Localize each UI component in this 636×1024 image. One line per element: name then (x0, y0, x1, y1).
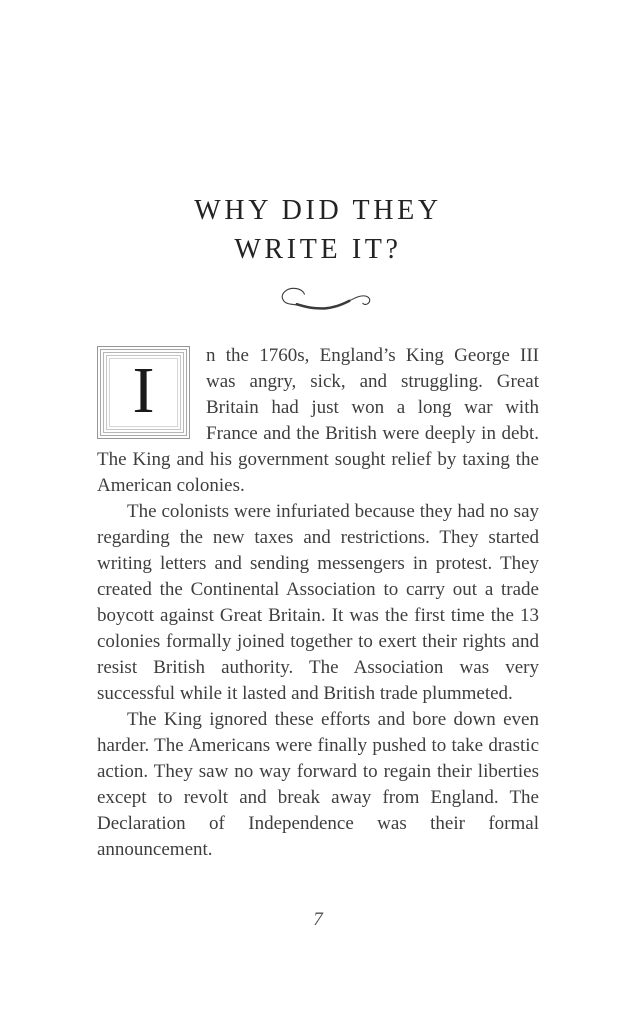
paragraph-1 (97, 343, 539, 499)
paragraph-2: The colonists were infuriated because they had no say regarding the new taxes and restrictions. They started writing letters and sending messengers in protest. They created the Continental Association to carry out a trade boycott against Great Britain. It was the first time the 13 colonies formally joined together to exert their rights and resist British authority. The Association was very successful while it lasted and British trade plummeted. (97, 501, 539, 705)
paragraph-3: The King ignored these efforts and bore down even harder. The Americans were finally pushed to take drastic action. They saw no way forward to regain their liberties except to revolt and break away from England. The Declaration of Independence was their formal announcement. (97, 709, 539, 861)
paragraph-1-text: n the 1760s, England’s King George III was angry, sick, and struggling. Great Britain had just won a long war with France and the British were deeply in debt. The King and his government sought relief by taxing the American colonies. (97, 345, 539, 497)
page-number: 7 (313, 909, 323, 931)
flourish-ornament (97, 281, 539, 319)
flourish-swash-icon (263, 281, 373, 319)
chapter-title (97, 0, 539, 269)
chapter-title-line-2: WRITE IT? (234, 233, 402, 265)
chapter-title-line-1: WHY DID THEY (194, 195, 442, 226)
drop-cap-letter: I (132, 353, 155, 427)
drop-cap-box (97, 346, 190, 439)
